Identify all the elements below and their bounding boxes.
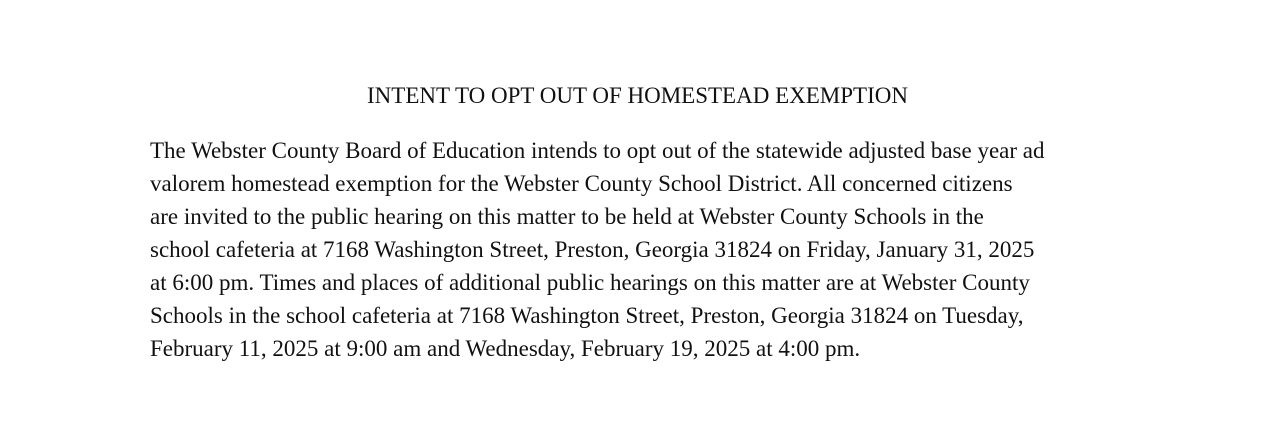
notice-line: at 6:00 pm. Times and places of additional public hearings on this matter are at Webster County [150, 270, 1030, 295]
notice-line: school cafeteria at 7168 Washington Street, Preston, Georgia 31824 on Friday, January 31, 2025 [150, 237, 1035, 262]
notice-line: February 11, 2025 at 9:00 am and Wednesday, February 19, 2025 at 4:00 pm. [150, 336, 861, 361]
notice-line: are invited to the public hearing on this matter to be held at Webster County Schools in the [150, 204, 984, 229]
notice-line: valorem homestead exemption for the Webster County School District. All concerned citizens [150, 171, 1013, 196]
notice-title: INTENT TO OPT OUT OF HOMESTEAD EXEMPTION [367, 83, 908, 108]
notice-line: Schools in the school cafeteria at 7168 Washington Street, Preston, Georgia 31824 on Tuesday, [150, 303, 1024, 328]
notice-line: The Webster County Board of Education intends to opt out of the statewide adjusted base year ad [150, 138, 1045, 163]
notice-body [150, 134, 1150, 365]
